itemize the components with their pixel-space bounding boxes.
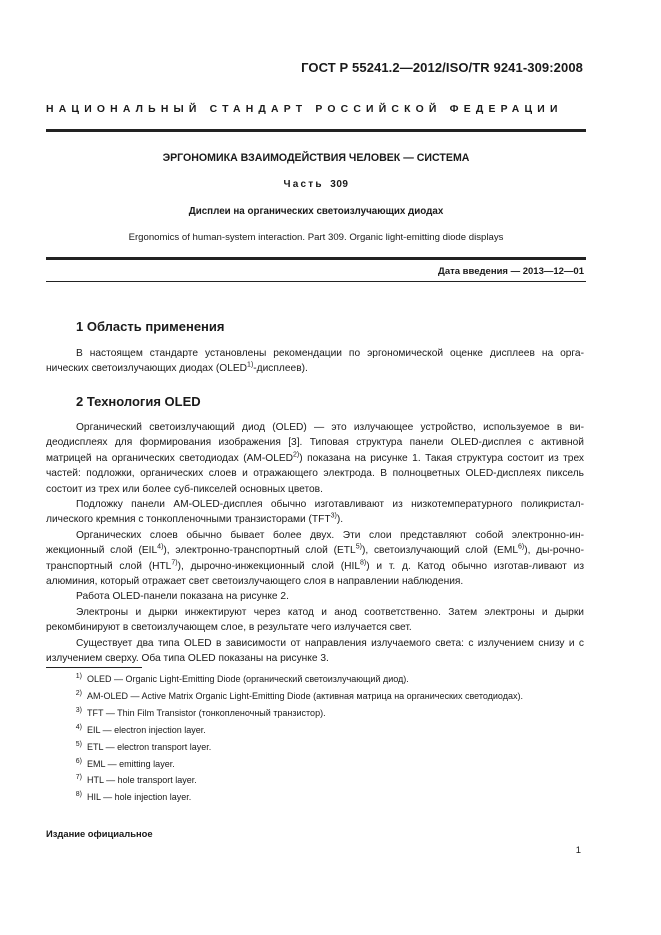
section-2-paragraph-5: Электроны и дырки инжектируют через катод и анод соответственно. Затем электроны и дырки рекомбинируют в светоизлучающем слое, в результате чего излучается свет.: [46, 606, 584, 634]
section-2-paragraph-6: Существует два типа OLED в зависимости от направления излучаемого света: с излучением снизу и с излучением сверху. Оба типа OLED показаны на рисунке 3.: [46, 637, 584, 665]
footnote: [46, 722, 606, 739]
section-2-heading: 2 Технология OLED: [76, 394, 201, 409]
official-edition-label: Издание официальное: [46, 828, 153, 839]
section-2-paragraph-3: [46, 528, 584, 590]
footnote-number: 3): [75, 706, 82, 714]
footnote-number: 1): [75, 673, 82, 680]
footnote-text: HTL — hole transport layer.: [87, 775, 197, 786]
part-label: [46, 179, 586, 190]
footnote-ref: 4): [157, 543, 164, 551]
text-run: ), дырочно-инжекционный слой (HIL: [177, 560, 360, 572]
footnotes-list: [46, 671, 606, 806]
date-thin-rule: [46, 281, 586, 282]
part-word: Часть: [283, 179, 324, 190]
text-run: -дисплеев).: [253, 363, 308, 375]
footnote: [46, 772, 606, 789]
footnote-text: HIL — hole injection layer.: [87, 792, 192, 803]
section-1-paragraph: [46, 346, 584, 377]
footnote-text: EIL — electron injection layer.: [87, 724, 206, 735]
footnote-ref: 8): [359, 559, 367, 567]
page-number: 1: [575, 845, 581, 856]
footnote-text: ETL — electron transport layer.: [87, 741, 212, 752]
text-run: Подложку панели AM-OLED-дисплея обычно изготавливают из низкотемпературного поликристал-лического кремния с тонкопленочными транзисторами (TFT: [46, 499, 584, 526]
introduction-date: Дата введения — 2013—12—01: [438, 266, 584, 277]
text-run: Органический светоизлучающий диод (OLED) — это излучающее устройство, используемое в ви-деодисплеях для формирования изображения [3]. Типовая структура панели OLED-дисплея с активной матрицей на органических светодиодах (AM-OLED: [46, 422, 584, 464]
footnote-ref: 3): [330, 513, 337, 521]
text-run: Органических слоев обычно бывает более двух. Эти слои представляют собой электронно-ин-жекционный слой (EIL: [46, 529, 584, 557]
footnote: [46, 756, 606, 773]
footnote-number: 6): [75, 757, 82, 765]
footnote: [46, 789, 606, 806]
document-title: ЭРГОНОМИКА ВЗАИМОДЕЙСТВИЯ ЧЕЛОВЕК — СИСТЕМА: [162, 152, 470, 164]
text-run: ) показана на рисунке 1. Такая структура состоит из трех частей: подложки, органических слоев и отражающего электрода. В полноцветных OLED-дисплеях пиксель состоит из трех или более суб-пикселей основных цветов.: [46, 452, 584, 495]
text-run: ).: [336, 514, 344, 526]
section-1-heading: 1 Область применения: [76, 319, 225, 334]
text-run: ), электронно-транспортный слой (ETL: [163, 545, 356, 557]
footnote-ref: 2): [293, 451, 300, 459]
footnote-number: 4): [75, 723, 82, 731]
part-number: 309: [330, 179, 349, 190]
footnote-ref: 5): [355, 543, 362, 551]
section-2-paragraph-2: [46, 497, 584, 528]
section-2-paragraph-1: [46, 420, 584, 497]
english-title: Ergonomics of human-system interaction. Part 309. Organic light-emitting diode displays: [128, 232, 504, 243]
footnote-ref: 7): [171, 559, 178, 567]
footnote-number: 7): [75, 774, 82, 782]
section-2-paragraph-4: Работа OLED-панели показана на рисунке 2.: [76, 591, 289, 603]
document-code: ГОСТ Р 55241.2—2012/ISO/TR 9241-309:2008: [301, 60, 583, 75]
section-2-body: [46, 420, 584, 667]
text-run: В настоящем стандарте установлены рекомендации по эргономической оценке дисплеев на орга-нических светоизлучающих диодах (OLED: [46, 348, 584, 375]
national-standard-banner: НАЦИОНАЛЬНЫЙ СТАНДАРТ РОССИЙСКОЙ ФЕДЕРАЦИИ: [46, 104, 563, 115]
title-thick-rule: [46, 257, 586, 260]
footnote: [46, 739, 606, 756]
footnote-number: 8): [75, 791, 82, 799]
footnote-number: 5): [75, 740, 82, 748]
footnote: [46, 688, 606, 705]
footnote-text: EML — emitting layer.: [87, 758, 175, 769]
footnote-text: TFT — Thin Film Transistor (тонкопленочный транзистор).: [87, 707, 326, 718]
document-subtitle: Дисплеи на органических светоизлучающих диодах: [188, 206, 444, 217]
footnote-text: AM-OLED — Active Matrix Organic Light-Emitting Diode (активная матрица на органических светодиодах).: [87, 690, 523, 701]
footnote: [46, 705, 606, 722]
text-run: ), светоизлучающий слой (EML: [361, 545, 518, 557]
footnote-ref: 1): [247, 361, 254, 369]
text-run: ) и т. д. Катод обычно изготав-ливают из алюминия, который отражает свет светоизлучающего слоя в направлении наблюдения.: [46, 560, 584, 588]
footnote: [46, 671, 606, 688]
footnote-text: OLED — Organic Light-Emitting Diode (органический светоизлучающий диод).: [87, 674, 409, 684]
footnote-separator: [46, 667, 142, 668]
text-run: ), ды-рочно-транспортный слой (HTL: [46, 545, 584, 572]
footnote-number: 2): [75, 689, 82, 697]
footnote-ref: 6): [517, 543, 525, 551]
header-thick-rule: [46, 129, 586, 132]
